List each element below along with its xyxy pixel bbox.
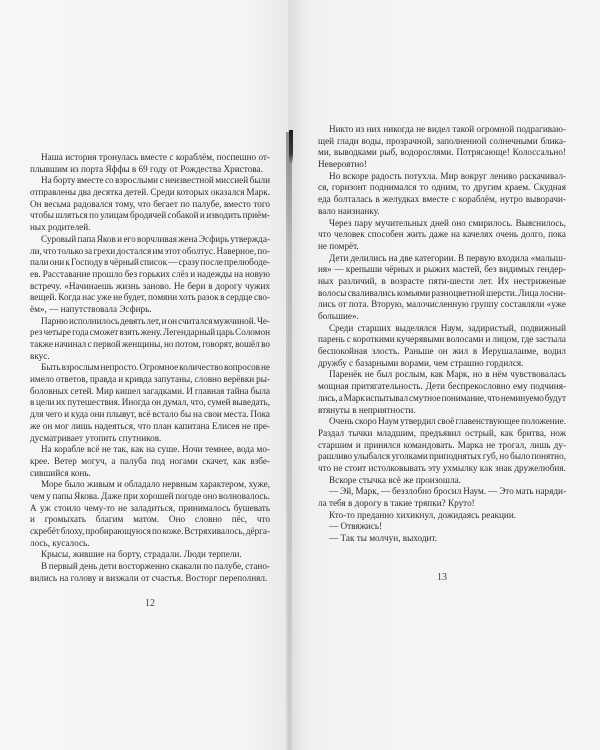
text-line: пали они к Господу в чёрный список — сразу после прелюбоде- bbox=[30, 257, 270, 268]
text-line: Кто-то преданно хихикнул, дожидаясь реакции. bbox=[329, 509, 517, 520]
text-line: что человек способен жить даже на качелях очень долго, пока bbox=[318, 229, 566, 240]
paragraph bbox=[318, 475, 566, 487]
page-text bbox=[318, 124, 566, 545]
book-spine-shadow bbox=[289, 130, 293, 164]
text-line: вкус. bbox=[30, 350, 50, 361]
text-line: ся, горизонт поднимался то одним, то другим краем. Скудная bbox=[318, 182, 566, 193]
text-line: втянуты в неприятности. bbox=[318, 404, 416, 415]
text-line: ня» — крепыши чёрных и рыжих мастей, без видимых гендер- bbox=[318, 264, 566, 275]
text-line: лись от пота. Вторую, малочисленную группу составляли «уже bbox=[318, 299, 566, 310]
paragraph bbox=[318, 218, 566, 253]
text-line: чем у папы Якова. Даже при хорошей погоде оно волновалось. bbox=[30, 490, 270, 501]
text-line: дружбу с базарными ворами, чем страшно гордился. bbox=[318, 357, 524, 368]
text-line: ли, что только за грехи достался им этот оболтус. Наверное, по- bbox=[30, 245, 270, 256]
text-line: ных различий, в возрасте пяти-шести лет. Их нестриженые bbox=[318, 275, 566, 286]
text-line: Невероятно! bbox=[318, 159, 367, 170]
text-line: волосы сваливались комьями разноцветной шерсти. Лица лосни- bbox=[318, 287, 566, 298]
text-line: большие». bbox=[318, 311, 359, 321]
text-line: А уж стоило чему-то не заладиться, принималось бушевать bbox=[30, 502, 270, 513]
paragraph bbox=[318, 486, 566, 509]
text-line: На борту вместе со взрослыми с неизвестной миссией были bbox=[41, 175, 270, 186]
left-page bbox=[0, 0, 288, 750]
text-line: Очень скоро Наум утвердил своё главенствующее положение. bbox=[329, 416, 566, 427]
text-line: плывшим из порта Яффы в 69 году от Рождества Христова. bbox=[30, 163, 263, 174]
paragraph bbox=[30, 152, 270, 175]
paragraph bbox=[318, 510, 566, 522]
paragraph bbox=[318, 253, 566, 323]
text-line: щей глади воды, прозрачной, заполненной солнечными блика- bbox=[318, 135, 566, 146]
paragraph bbox=[30, 175, 270, 233]
text-line: что не стоит истолковывать эту ухмылку как знак дружелюбия. bbox=[318, 462, 566, 473]
paragraph bbox=[318, 416, 566, 474]
text-line: Суровый папа Яков и его ворчливая жена Эсфирь утвержда- bbox=[41, 233, 270, 244]
text-line: имело ответов, правда и кривда запутаны, словно верёвки ры- bbox=[30, 374, 270, 385]
text-line: встречу. «Начинаешь жизнь заново. Не бери в дорогу чужих bbox=[30, 280, 270, 291]
text-line: — Отвяжись! bbox=[329, 521, 383, 532]
text-line: лись, а Марк испытывал смутное понимание, что неминуемо будут bbox=[318, 392, 566, 403]
text-line: ём», — напутствовала Эсфирь. bbox=[30, 303, 152, 314]
right-page bbox=[288, 0, 600, 750]
text-line: и громыхать благим матом. Оно словно пёс, что bbox=[30, 514, 270, 525]
paragraph bbox=[318, 533, 566, 545]
text-line: ла тебя в дорогу в такие тряпки? Круто! bbox=[318, 498, 475, 508]
text-line: Вскоре стычка всё же произошла. bbox=[329, 474, 461, 485]
text-line: отправлены два десятка детей. Среди которых оказался Марк. bbox=[30, 187, 270, 198]
text-line: Крысы, жившие на борту, страдали. Люди терпели. bbox=[41, 549, 242, 560]
paragraph bbox=[30, 316, 270, 363]
text-line: парень с короткими кучерявыми волосами и лицом, где застыла bbox=[318, 334, 566, 345]
text-line: рашливо улыбался уголками приподнятых губ, но было понятно, bbox=[318, 451, 566, 462]
text-line: Паренёк не был рослым, как Марк, но в нём чувствовалась bbox=[329, 369, 566, 380]
text-line: не помрёт. bbox=[318, 240, 359, 251]
text-line: вало наизнанку. bbox=[318, 205, 380, 216]
text-line: Наша история тронулась вместе с кораблём, поспешно от- bbox=[41, 152, 270, 162]
text-line: Среди старших выделялся Наум, задиристый, подвижный bbox=[329, 322, 566, 333]
text-line: На корабле всё не так, как на суше. Ночи темнее, вода мо- bbox=[41, 444, 270, 455]
text-line: ев. Расставание прошло без горьких слёз и надежды на новую bbox=[30, 268, 270, 279]
text-line: беспокойная злость. Раньше он жил в Иерушалаиме, водил bbox=[318, 346, 566, 357]
text-line: Он весьма радовался тому, что бегает по палубе, вместо того bbox=[30, 198, 270, 209]
page-number: 13 bbox=[437, 572, 447, 583]
text-line: Никто из них никогда не видел такой огромной подрагиваю- bbox=[329, 124, 566, 134]
text-line: в цели их путешествия. Иногда он думал, что, сумей выведать, bbox=[30, 397, 270, 408]
text-line: еда болталась в желудках вместе с кораблём, нутро выворачи- bbox=[318, 194, 566, 205]
text-line: для чего и куда они плывут, всё встало бы на свои места. Пока bbox=[30, 409, 270, 420]
paragraph bbox=[30, 549, 270, 561]
text-line: Парню исполнилось девять лет, и он считался мужчиной. Че- bbox=[41, 315, 270, 326]
text-line: рез четыре года сможет взять жену. Легендарный царь Соломон bbox=[30, 327, 270, 338]
paragraph bbox=[30, 561, 270, 584]
text-line: же он мог лишь надеяться, что план капитана Елисея не пре- bbox=[30, 420, 270, 431]
text-line: мощная притягательность. Дети беспрекословно ему подчиня- bbox=[318, 381, 566, 392]
text-line: лось, кусалось. bbox=[30, 537, 90, 548]
paragraph bbox=[30, 479, 270, 549]
paragraph bbox=[318, 323, 566, 370]
text-line: также начинал с первой женщины, но потом, говорят, вошёл во bbox=[30, 339, 270, 349]
text-line: ми, выводками рыб, водорослями. Потрясающе! Колоссально! bbox=[318, 147, 566, 158]
text-line: вещей. Когда нас уже не будет, помяни хоть разок в сердце сво- bbox=[30, 292, 270, 303]
text-line: Через пару мучительных дней оно смирилось. Выяснилось, bbox=[329, 217, 566, 228]
book-spine bbox=[286, 132, 292, 750]
paragraph bbox=[318, 124, 566, 171]
paragraph bbox=[30, 444, 270, 479]
text-line: Быть взрослым непросто. Огромное количество вопросов не bbox=[41, 362, 270, 373]
text-line: скребёт блоху, пробирающуюся по коже. Встряхивалось, дёрга- bbox=[30, 526, 270, 536]
paragraph bbox=[318, 171, 566, 218]
text-line: Море было живым и обладало нервным характером, хуже, bbox=[41, 479, 270, 490]
text-line: Дети делились на две категории. В первую входила «малыш- bbox=[329, 252, 566, 263]
paragraph bbox=[30, 234, 270, 316]
text-line: боловных сетей. Мир кишел загадками. И главная тайна была bbox=[30, 385, 270, 396]
text-line: крее. Ветер могуч, а палуба под ногами скачет, как взбе- bbox=[30, 455, 270, 466]
text-line: Раздал тычки младшим, предъявил острый, как бритва, нож bbox=[318, 427, 566, 438]
text-line: вились на голову и визжали от счастья. Восторг переполнял. bbox=[30, 572, 268, 583]
paragraph bbox=[318, 369, 566, 416]
page-number: 12 bbox=[145, 598, 155, 609]
text-line: сившийся конь. bbox=[30, 467, 91, 478]
text-line: старшим и принялся командовать. Марка не трогал, лишь ду- bbox=[318, 439, 566, 450]
text-line: ных родителей. bbox=[30, 222, 91, 233]
text-line: В первый день дети восторженно скакали по палубе, стано- bbox=[41, 561, 270, 572]
page-text bbox=[30, 152, 270, 584]
text-line: — Так ты молчун, выходит. bbox=[329, 533, 438, 544]
text-line: чтобы шляться по улицам бродячей собакой и изводить приём- bbox=[30, 210, 270, 221]
paragraph bbox=[318, 521, 566, 533]
text-line: — Эй, Марк, — беззлобно бросил Наум. — Это мать наряди- bbox=[329, 486, 566, 497]
text-line: Но вскоре радость потухла. Мир вокруг лениво раскачивал- bbox=[329, 170, 566, 181]
paragraph bbox=[30, 362, 270, 444]
text-line: дусматривает утопить спутников. bbox=[30, 432, 162, 443]
